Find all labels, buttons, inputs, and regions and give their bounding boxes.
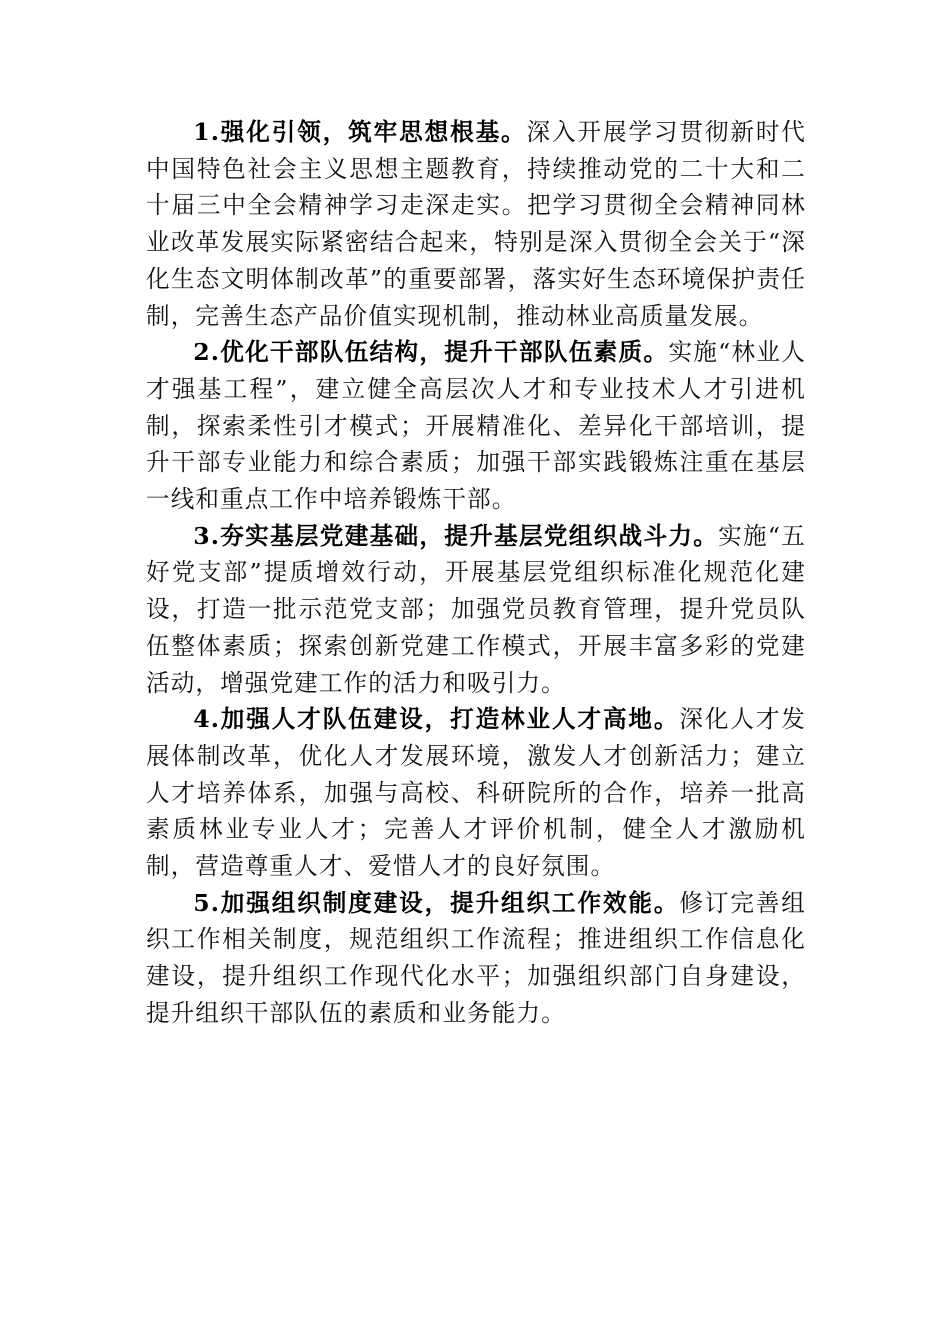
paragraph-3-heading: 3.夯实基层党建基础，提升基层党组织战斗力。 — [193, 521, 719, 550]
paragraph-1-heading: 1.强化引领，筑牢思想根基。 — [193, 118, 527, 146]
paragraph-4 — [146, 701, 806, 885]
paragraph-4-text: 深化人才发展体制改革，优化人才发展环境，激发人才创新活力；建立人才培养体系，加强与高校、科研院所的合作，培养一批高素质林业专业人才；完善人才评价机制，健全人才激励机制，营造尊重人才、爱惜人才的良好氛围。 — [146, 705, 806, 881]
paragraph-5-heading: 5.加强组织制度建设，提升组织工作效能。 — [193, 888, 680, 917]
paragraph-5 — [146, 885, 806, 1032]
document-body — [146, 114, 806, 1032]
paragraph-1-text: 深入开展学习贯彻新时代中国特色社会主义思想主题教育，持续推动党的二十大和二十届三中全会精神学习走深走实。把学习贯彻全会精神同林业改革发展实际紧密结合起来，特别是深入贯彻全会关于“深化生态文明体制改革”的重要部署，落实好生态环境保护责任制，完善生态产品价值实现机制，推动林业高质量发展。 — [146, 118, 806, 330]
paragraph-3-text: 实施“五好党支部”提质增效行动，开展基层党组织标准化规范化建设，打造一批示范党支部；加强党员教育管理，提升党员队伍整体素质；探索创新党建工作模式，开展丰富多彩的党建活动，增强党建工作的活力和吸引力。 — [146, 521, 806, 697]
paragraph-2-text: 实施“林业人才强基工程”，建立健全高层次人才和专业技术人才引进机制，探索柔性引才模式；开展精准化、差异化干部培训，提升干部专业能力和综合素质；加强干部实践锻炼注重在基层一线和重点工作中培养锻炼干部。 — [146, 338, 806, 514]
paragraph-5-text: 修订完善组织工作相关制度，规范组织工作流程；推进组织工作信息化建设，提升组织工作现代化水平；加强组织部门自身建设，提升组织干部队伍的素质和业务能力。 — [146, 888, 806, 1027]
paragraph-1 — [146, 114, 806, 334]
paragraph-2 — [146, 334, 806, 518]
paragraph-3 — [146, 518, 806, 702]
paragraph-2-heading: 2.优化干部队伍结构，提升干部队伍素质。 — [193, 338, 669, 367]
paragraph-4-heading: 4.加强人才队伍建设，打造林业人才高地。 — [193, 705, 680, 734]
